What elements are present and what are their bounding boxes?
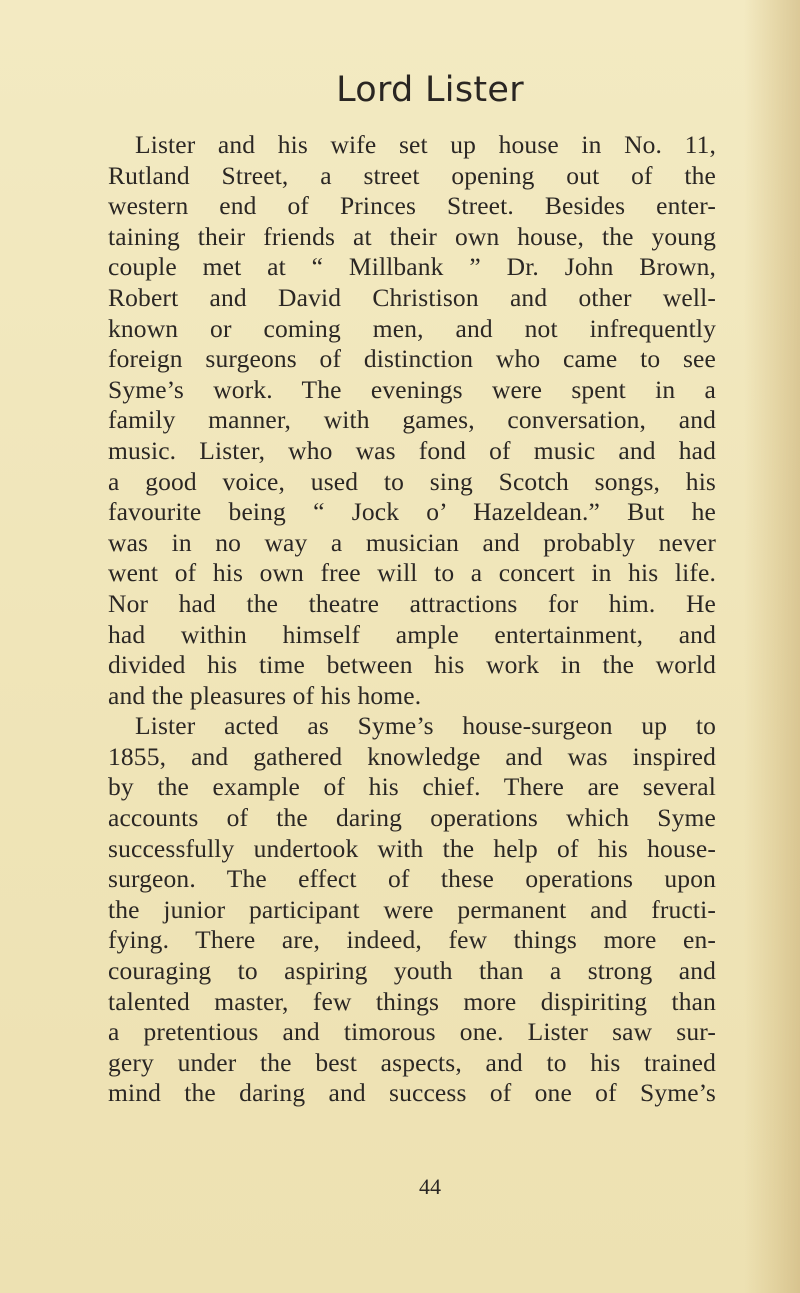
text-line: couple met at “ Millbank ” Dr. John Brown, (108, 252, 716, 282)
text-line: gery under the best aspects, and to his trained (108, 1047, 716, 1077)
text-line: had within himself ample entertainment, and (108, 619, 716, 649)
text-line: Syme’s work. The evenings were spent in a (108, 374, 716, 404)
text-line: mind the daring and success of one of Syme’s (108, 1078, 716, 1108)
text-line: a good voice, used to sing Scotch songs, his (108, 466, 716, 496)
text-line: favourite being “ Jock o’ Hazeldean.” But he (108, 497, 716, 527)
text-line: couraging to aspiring youth than a strong and (108, 956, 716, 986)
text-line: 1855, and gathered knowledge and was inspired (108, 741, 716, 771)
text-line: successfully undertook with the help of his house- (108, 833, 716, 863)
text-line: Nor had the theatre attractions for him. He (108, 588, 716, 618)
text-line: Lister and his wife set up house in No. 11, (135, 130, 716, 159)
text-line: talented master, few things more dispiriting than (108, 986, 716, 1016)
text-line: Robert and David Christison and other well- (108, 282, 716, 312)
text-line: the junior participant were permanent and fructi- (108, 894, 716, 924)
text-line: known or coming men, and not infrequently (108, 313, 716, 343)
text-line: taining their friends at their own house, the young (108, 221, 716, 251)
page-number: 44 (419, 1174, 441, 1199)
text-line: Rutland Street, a street opening out of the (108, 160, 716, 190)
text-line: accounts of the daring operations which Syme (108, 803, 716, 833)
text-line: foreign surgeons of distinction who came to see (108, 344, 716, 374)
text-line: fying. There are, indeed, few things more en- (108, 925, 716, 955)
text-line: a pretentious and timorous one. Lister saw sur- (108, 1017, 716, 1047)
text-line: divided his time between his work in the world (108, 650, 716, 680)
text-line: western end of Princes Street. Besides enter- (108, 191, 716, 221)
text-line: surgeon. The effect of these operations upon (108, 864, 716, 894)
text-line: Lister acted as Syme’s house-surgeon up to (135, 711, 716, 741)
text-line: music. Lister, who was fond of music and had (108, 435, 716, 465)
body-text (108, 130, 716, 1109)
text-line: by the example of his chief. There are several (108, 772, 716, 802)
text-line: family manner, with games, conversation, and (108, 405, 716, 435)
text-line: and the pleasures of his home. (108, 680, 422, 710)
text-line: was in no way a musician and probably never (108, 527, 716, 557)
running-head: Lord Lister (336, 70, 524, 110)
text-line: went of his own free will to a concert in his life. (108, 558, 716, 588)
